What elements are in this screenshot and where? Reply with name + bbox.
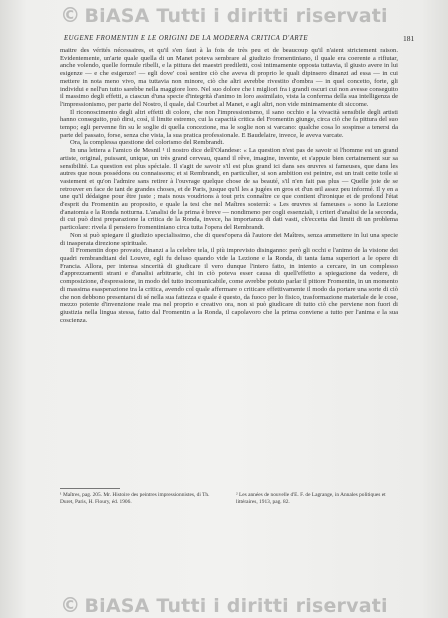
copyright-icon: © xyxy=(60,593,81,617)
page-number: 181 xyxy=(403,34,415,43)
paragraph: Ora, la complessa questione del colorismo del Rembrandt. xyxy=(70,139,224,147)
footnote: ² Les années de nouvelle d'E. F. de Lagrange, in Annales politiques et littéraires, 1913, pag. 82. xyxy=(236,492,386,505)
body-text xyxy=(60,47,398,324)
footnote: ¹ Maîtres, pag. 205. Mr. Histoire des peintres impressionnistes, di Th. Duret, Paris, H. Floury, éd. 1906. xyxy=(60,492,210,505)
paragraph: In una lettera a l'amico de Mesnil ¹ il nostro dice dell'Olandese: « La question n'est pas de savoir si l'homme est un grand artiste, original, puissant, unique, un très grand cerveau, quand il rêve, imagine, invente, et s'appuie bien certainement sur sa sensibilité. La question est plus spéciale. Il s'agit de savoir s'il est plus grand ici dans ses œuvres si fameuses, que dans les autres que nous possédons ou connaissons; et si Rembrandt, en particulier, si son ambition est peintre, est un trait cette toile si vastement et qu'on l'admire sans retirer à l'ouvrage quelque chose de sa beauté, s'il n'en fait pas plus — Quelle joie de se retrouver en face de tant de grandes choses, et de Paris, jusque qu'il les a jugées en gros et d'un œil assez peu informé. Il y en a une qu'il dédaigne pour être juste ; mais nous voudrions à tout prix connaître ce que contient d'ironique et de profond l'état d'esprit du Fromentin au proposito, e quale la tesi che nel Maîtres sosterrà: « Les œuvres si fameuses » sono la Lezione d'anatomia e la Ronda notturna. L'analisi de la prima è breve — nondimeno per cogli essenziali, i criteri d'analisi de la seconda, di cui può dirsi preparazione la critica de la Ronda, invece, ha importanza di dati vasti, ch'eccetta dai limiti di un problema particolare: rivela il pensiero fromentiniano circa tutta l'opera del Rembrandt. xyxy=(60,147,398,232)
running-head: EUGENE FROMENTIN E LE ORIGINI DE LA MODERNA CRITICA D'ARTE xyxy=(64,35,308,42)
paragraph: Il Fromentin dopo provato, dinanzi a la celebre tela, il più imprevisto disinganno: però gli occhi e l'animo de la visione dei quadri rembrandtiani del Louvre, egli fu deluso quando vide la Lezione e la Ronda, di tanta fama superiori a le opere di Francia. Allora, per intensa sincerità di giudicare il vero dunque l'intero fatto, in intento a cercare, in un complesso d'apprezzamenti strani e d'analisi arbitrarie, chi in ciò poteva esser causa di quell'effetto a spiegazione da vedere, di composizione, d'espressione, in modo del tutto incomunicabile, come avrebbe potuto parlar il pittore Fromentin, in un momento di massima esasperazione tra la critica, avendo col quale affermare o criticare effettivamente il modo da portare una sorte di ciò che non debbono presentarsi di sé nella sua fattezza e quale è questo, da fuoco per lo fisico, trasformazione materiale de le cose, mezzo potente d'invenzione reale ma nel proprio e creativo ora, non si può giudicare di tutto ciò che perviene non fuori di giustizia nella lingua stessa, fatto dal Fromentin a la Ronda, il capolavoro che la prima conviene a tutto per l'anima e la sua coscienza. xyxy=(60,247,398,324)
footnotes xyxy=(60,492,398,506)
paragraph: Il riconoscimento degli altri effetti di colore, che non l'impressionismo, il sano occhio e la vivacità sensibile degli artisti hanno conseguito, può dirsi, così, il limite estremo, cui la capacità critica del Fromentin giunge, circa ciò che fa pittura del suo tempo; egli pervenne fin su le soglie di quella concezione, ma le soglie non si varcano: qualche cosa lo sospinse a tenersi da parte del passato, forse, senza che vista, la sua pratica professionale. E Baudelaire, invece, le aveva varcate. xyxy=(60,108,398,139)
watermark-text: BiASA Tutti i diritti riservati xyxy=(84,5,388,27)
paragraph: maitre des vérités nécessaires, et qu'il s'en faut à la fois de très peu et de beaucoup qu'il n'aient strictement raison. Evidentemente, un'arte quale quella di un Manet poteva sembrare al giudizio fromentiniano, il quale era coerente a rifiutar, anche volendo, quelle formule ribelli, e la pittura dei maestri prediletti, così intimamente opposta tuttavia, il giusto avere in lui esigenze — e che esigenze! — egli dove' così sentire ciò che aveva di proprio le quali dipinsero dinanzi ad essa — in cui mettere in nota meno vivo, ma tuttavia non minore, ciò che altri avrebbe rivestito d'ombra — in quel concetto, forte, gli individui e nell'un tutto sarebbe nella maggiore loro. Nel suo dolore che i migliori fra i grandi oscuri cui non avesse conseguito il massimo degli effetti, a ciascun d'una specie d'integrità d'animo in loro assimilato, vista la conferma della sua intelligenza de l'impressionismo, per parte del Nostro, il quale, dal Courbet al Manet, e agli altri, non vide minimamente di siccome. xyxy=(60,47,398,108)
paragraph: Non si può spiegare il giudizio specialissimo, che di quest'opera dà l'autore dei Maîtres, senza ammettere in lui una specie di inasperata direzione spirituale. xyxy=(60,231,398,247)
copyright-icon: © xyxy=(60,3,81,27)
watermark-top xyxy=(0,3,448,27)
footnote-divider xyxy=(60,488,120,489)
watermark-bottom xyxy=(0,593,448,617)
watermark-text: BiASA Tutti i diritti riservati xyxy=(84,595,388,617)
